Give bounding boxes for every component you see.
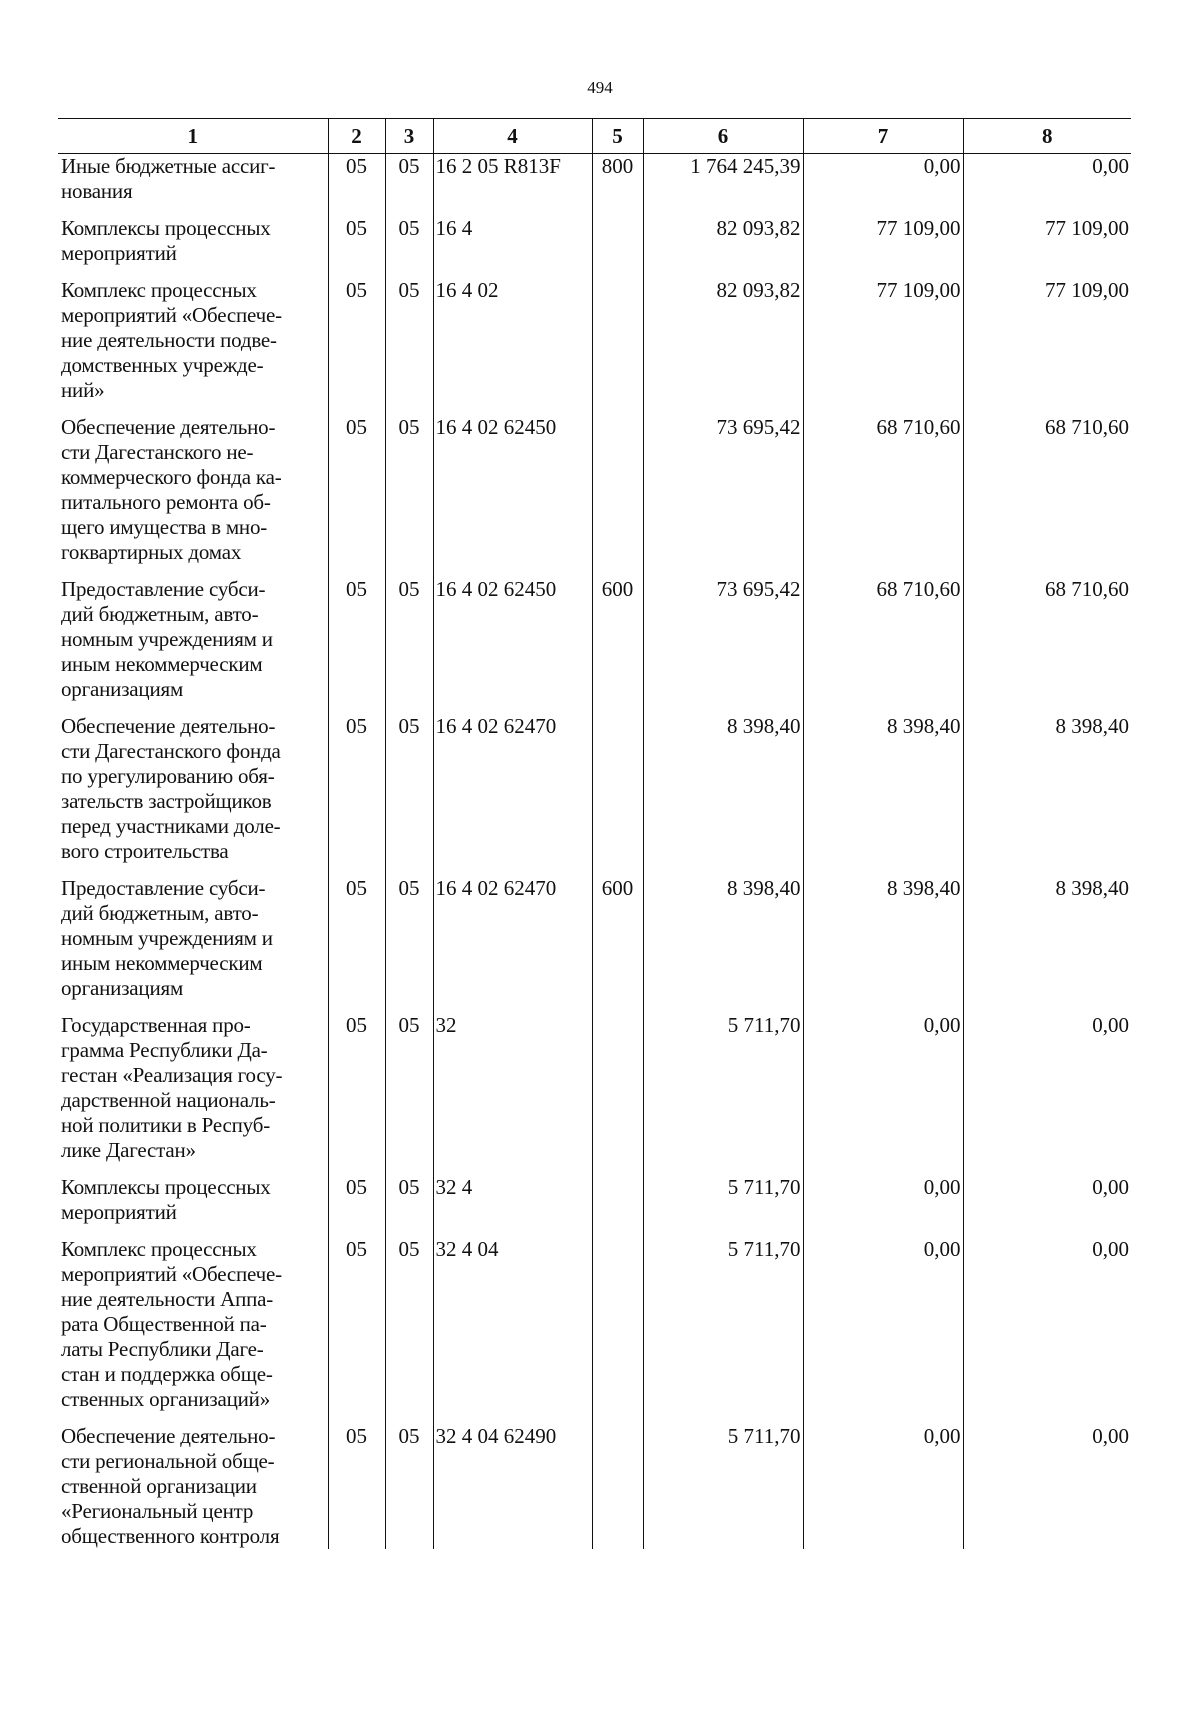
spacer-cell xyxy=(592,1163,643,1175)
spacer-cell xyxy=(803,1412,963,1424)
spacer-cell xyxy=(803,204,963,216)
row-expense-type: 600 xyxy=(592,876,643,1001)
row-section: 05 xyxy=(328,216,385,266)
row-target-article: 32 4 xyxy=(433,1175,592,1225)
row-subsection: 05 xyxy=(385,1175,433,1225)
row-amount-col8: 68 710,60 xyxy=(963,577,1131,702)
row-amount-col7: 0,00 xyxy=(803,1013,963,1163)
spacer-cell xyxy=(803,565,963,577)
spacer-cell xyxy=(433,266,592,278)
table-row xyxy=(58,876,1131,1001)
row-expense-type xyxy=(592,1424,643,1549)
spacer-cell xyxy=(643,864,803,876)
row-target-article: 16 4 xyxy=(433,216,592,266)
spacer-cell xyxy=(803,702,963,714)
page-number: 494 xyxy=(587,78,613,97)
row-expense-type xyxy=(592,216,643,266)
row-section: 05 xyxy=(328,1424,385,1549)
spacer-cell xyxy=(963,702,1131,714)
table-header-row xyxy=(58,119,1131,154)
row-name: Обеспечение деятельно- сти Дагестанского фонда по урегулированию обя- зательств застройщиков перед участниками доле- вого строительства xyxy=(61,714,281,863)
row-subsection: 05 xyxy=(385,577,433,702)
row-amount-col7: 0,00 xyxy=(803,1424,963,1549)
spacer-cell xyxy=(385,565,433,577)
row-amount-col7: 0,00 xyxy=(803,1175,963,1225)
spacer-cell xyxy=(592,266,643,278)
row-section: 05 xyxy=(328,154,385,205)
spacer-cell xyxy=(433,1225,592,1237)
spacer-cell xyxy=(592,565,643,577)
spacer-cell xyxy=(385,864,433,876)
spacer-cell xyxy=(58,1001,328,1013)
table-row xyxy=(58,1237,1131,1412)
column-header-3: 3 xyxy=(385,119,433,154)
column-header-8: 8 xyxy=(963,119,1131,154)
row-amount-col7: 68 710,60 xyxy=(803,415,963,565)
spacer-cell xyxy=(58,864,328,876)
spacer-cell xyxy=(328,864,385,876)
row-subsection: 05 xyxy=(385,154,433,205)
column-header-1: 1 xyxy=(58,119,328,154)
row-expense-type xyxy=(592,1013,643,1163)
budget-table xyxy=(58,118,1131,1549)
row-expense-type xyxy=(592,415,643,565)
column-header-6: 6 xyxy=(643,119,803,154)
spacer-cell xyxy=(58,565,328,577)
spacer-cell xyxy=(58,1225,328,1237)
row-subsection: 05 xyxy=(385,216,433,266)
row-amount-col8: 0,00 xyxy=(963,1175,1131,1225)
row-amount-col8: 77 109,00 xyxy=(963,216,1131,266)
spacer-cell xyxy=(385,1001,433,1013)
spacer-cell xyxy=(592,1225,643,1237)
row-section: 05 xyxy=(328,278,385,403)
row-amount-col7: 8 398,40 xyxy=(803,714,963,864)
row-spacer xyxy=(58,1225,1131,1237)
spacer-cell xyxy=(803,864,963,876)
spacer-cell xyxy=(643,1001,803,1013)
spacer-cell xyxy=(328,403,385,415)
row-amount-col6: 82 093,82 xyxy=(643,278,803,403)
spacer-cell xyxy=(643,702,803,714)
row-expense-type xyxy=(592,278,643,403)
row-amount-col7: 77 109,00 xyxy=(803,216,963,266)
row-spacer xyxy=(58,1163,1131,1175)
row-subsection: 05 xyxy=(385,1237,433,1412)
row-amount-col6: 1 764 245,39 xyxy=(643,154,803,205)
row-spacer xyxy=(58,204,1131,216)
spacer-cell xyxy=(385,702,433,714)
row-name: Предоставление субси- дий бюджетным, авто- номным учреждениям и иным некоммерческим организациям xyxy=(61,577,273,701)
row-amount-col7: 77 109,00 xyxy=(803,278,963,403)
table-row xyxy=(58,1013,1131,1163)
column-header-7: 7 xyxy=(803,119,963,154)
row-spacer xyxy=(58,403,1131,415)
spacer-cell xyxy=(963,266,1131,278)
row-name: Комплексы процессных мероприятий xyxy=(61,216,271,265)
spacer-cell xyxy=(592,204,643,216)
row-amount-col6: 8 398,40 xyxy=(643,876,803,1001)
row-amount-col8: 0,00 xyxy=(963,1424,1131,1549)
row-section: 05 xyxy=(328,1237,385,1412)
row-target-article: 32 4 04 xyxy=(433,1237,592,1412)
spacer-cell xyxy=(643,1412,803,1424)
spacer-cell xyxy=(592,1412,643,1424)
row-name: Предоставление субси- дий бюджетным, авто- номным учреждениям и иным некоммерческим организациям xyxy=(61,876,273,1000)
spacer-cell xyxy=(385,266,433,278)
row-amount-col6: 73 695,42 xyxy=(643,415,803,565)
row-amount-col7: 0,00 xyxy=(803,1237,963,1412)
row-section: 05 xyxy=(328,415,385,565)
spacer-cell xyxy=(963,1001,1131,1013)
spacer-cell xyxy=(433,702,592,714)
row-spacer xyxy=(58,1412,1131,1424)
spacer-cell xyxy=(385,403,433,415)
table-row xyxy=(58,714,1131,864)
row-amount-col8: 8 398,40 xyxy=(963,714,1131,864)
row-amount-col8: 0,00 xyxy=(963,1013,1131,1163)
row-amount-col6: 8 398,40 xyxy=(643,714,803,864)
spacer-cell xyxy=(643,1163,803,1175)
spacer-cell xyxy=(803,1225,963,1237)
spacer-cell xyxy=(433,204,592,216)
spacer-cell xyxy=(803,266,963,278)
row-target-article: 16 2 05 R813F xyxy=(433,154,592,205)
row-amount-col7: 68 710,60 xyxy=(803,577,963,702)
table-row xyxy=(58,1424,1131,1549)
spacer-cell xyxy=(433,864,592,876)
spacer-cell xyxy=(963,403,1131,415)
table-row xyxy=(58,1175,1131,1225)
row-amount-col8: 0,00 xyxy=(963,154,1131,205)
row-subsection: 05 xyxy=(385,714,433,864)
row-subsection: 05 xyxy=(385,876,433,1001)
spacer-cell xyxy=(433,403,592,415)
spacer-cell xyxy=(385,1412,433,1424)
row-amount-col6: 5 711,70 xyxy=(643,1424,803,1549)
row-name: Комплекс процессных мероприятий «Обеспече- ние деятельности Аппа- рата Общественной па- латы Республики Даге- стан и поддержка обще- ственных организаций» xyxy=(61,1237,282,1411)
spacer-cell xyxy=(385,204,433,216)
row-expense-type xyxy=(592,1237,643,1412)
row-target-article: 16 4 02 62470 xyxy=(433,714,592,864)
spacer-cell xyxy=(58,204,328,216)
row-amount-col8: 0,00 xyxy=(963,1237,1131,1412)
row-amount-col8: 77 109,00 xyxy=(963,278,1131,403)
row-amount-col7: 8 398,40 xyxy=(803,876,963,1001)
row-amount-col8: 8 398,40 xyxy=(963,876,1131,1001)
row-section: 05 xyxy=(328,577,385,702)
row-spacer xyxy=(58,702,1131,714)
table-row xyxy=(58,154,1131,205)
spacer-cell xyxy=(433,1001,592,1013)
row-expense-type: 600 xyxy=(592,577,643,702)
row-name: Комплексы процессных мероприятий xyxy=(61,1175,271,1224)
spacer-cell xyxy=(643,565,803,577)
spacer-cell xyxy=(328,204,385,216)
row-spacer xyxy=(58,864,1131,876)
row-section: 05 xyxy=(328,876,385,1001)
spacer-cell xyxy=(963,1225,1131,1237)
spacer-cell xyxy=(803,1163,963,1175)
row-amount-col6: 5 711,70 xyxy=(643,1013,803,1163)
row-section: 05 xyxy=(328,1013,385,1163)
spacer-cell xyxy=(328,266,385,278)
spacer-cell xyxy=(963,204,1131,216)
row-target-article: 16 4 02 62450 xyxy=(433,415,592,565)
spacer-cell xyxy=(963,1412,1131,1424)
spacer-cell xyxy=(58,1412,328,1424)
row-target-article: 16 4 02 xyxy=(433,278,592,403)
table-row xyxy=(58,278,1131,403)
spacer-cell xyxy=(328,1412,385,1424)
table-row xyxy=(58,415,1131,565)
spacer-cell xyxy=(963,1163,1131,1175)
spacer-cell xyxy=(643,403,803,415)
row-spacer xyxy=(58,565,1131,577)
row-expense-type: 800 xyxy=(592,154,643,205)
row-name: Обеспечение деятельно- сти Дагестанского не- коммерческого фонда ка- питального ремонта об- щего имущества в мно- гоквартирных домах xyxy=(61,415,282,564)
row-amount-col6: 82 093,82 xyxy=(643,216,803,266)
row-target-article: 32 4 04 62490 xyxy=(433,1424,592,1549)
spacer-cell xyxy=(592,403,643,415)
spacer-cell xyxy=(433,1412,592,1424)
table-body xyxy=(58,154,1131,1550)
row-spacer xyxy=(58,1001,1131,1013)
row-subsection: 05 xyxy=(385,1013,433,1163)
row-name: Комплекс процессных мероприятий «Обеспече- ние деятельности подве- домственных учрежде- ний» xyxy=(61,278,282,402)
row-amount-col6: 73 695,42 xyxy=(643,577,803,702)
row-amount-col6: 5 711,70 xyxy=(643,1175,803,1225)
row-target-article: 16 4 02 62450 xyxy=(433,577,592,702)
spacer-cell xyxy=(592,864,643,876)
column-header-5: 5 xyxy=(592,119,643,154)
spacer-cell xyxy=(592,702,643,714)
spacer-cell xyxy=(385,1163,433,1175)
spacer-cell xyxy=(643,204,803,216)
spacer-cell xyxy=(803,403,963,415)
spacer-cell xyxy=(963,864,1131,876)
row-subsection: 05 xyxy=(385,1424,433,1549)
spacer-cell xyxy=(328,702,385,714)
spacer-cell xyxy=(58,702,328,714)
row-amount-col6: 5 711,70 xyxy=(643,1237,803,1412)
row-name: Обеспечение деятельно- сти региональной обще- ственной организации «Региональный центр общественного контроля xyxy=(61,1424,280,1548)
spacer-cell xyxy=(328,1163,385,1175)
column-header-2: 2 xyxy=(328,119,385,154)
spacer-cell xyxy=(803,1001,963,1013)
row-subsection: 05 xyxy=(385,415,433,565)
spacer-cell xyxy=(592,1001,643,1013)
spacer-cell xyxy=(328,565,385,577)
table-row xyxy=(58,577,1131,702)
spacer-cell xyxy=(433,565,592,577)
row-expense-type xyxy=(592,714,643,864)
spacer-cell xyxy=(328,1001,385,1013)
spacer-cell xyxy=(328,1225,385,1237)
row-target-article: 32 xyxy=(433,1013,592,1163)
row-name: Государственная про- грамма Республики Да- гестан «Реализация госу- дарственной националь- ной политики в Респуб- лике Дагестан» xyxy=(61,1013,283,1162)
row-amount-col8: 68 710,60 xyxy=(963,415,1131,565)
row-target-article: 16 4 02 62470 xyxy=(433,876,592,1001)
row-amount-col7: 0,00 xyxy=(803,154,963,205)
spacer-cell xyxy=(643,1225,803,1237)
spacer-cell xyxy=(643,266,803,278)
row-section: 05 xyxy=(328,714,385,864)
row-subsection: 05 xyxy=(385,278,433,403)
spacer-cell xyxy=(58,266,328,278)
row-section: 05 xyxy=(328,1175,385,1225)
row-spacer xyxy=(58,266,1131,278)
spacer-cell xyxy=(58,403,328,415)
row-name: Иные бюджетные ассиг- нования xyxy=(61,154,276,203)
spacer-cell xyxy=(433,1163,592,1175)
table-row xyxy=(58,216,1131,266)
spacer-cell xyxy=(58,1163,328,1175)
spacer-cell xyxy=(963,565,1131,577)
row-expense-type xyxy=(592,1175,643,1225)
column-header-4: 4 xyxy=(433,119,592,154)
spacer-cell xyxy=(385,1225,433,1237)
